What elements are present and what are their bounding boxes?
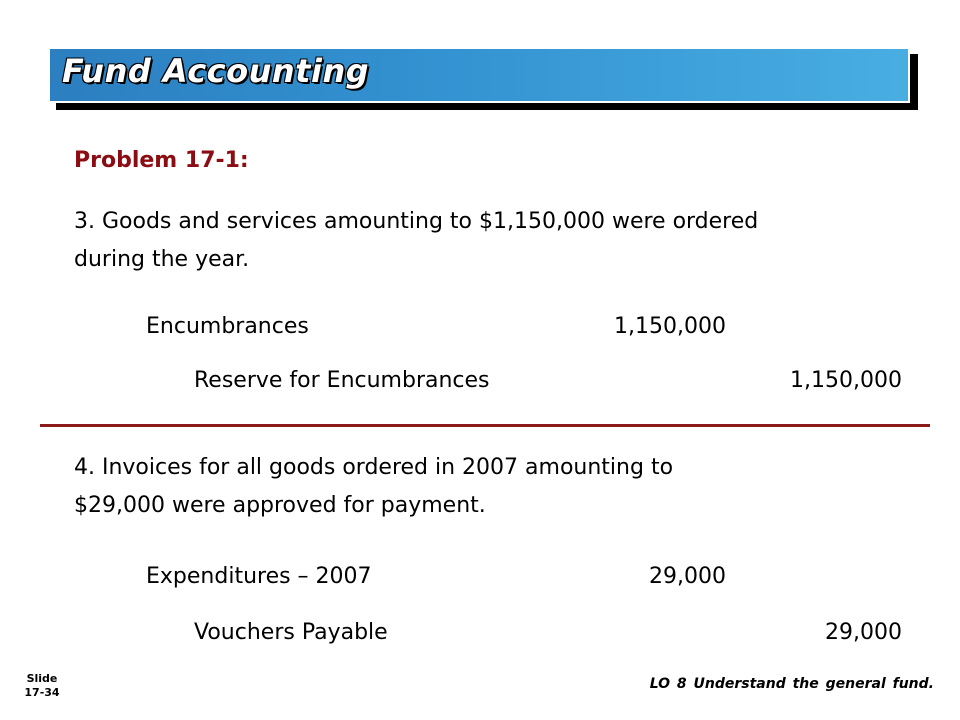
problem-label: Problem 17-1:: [74, 148, 249, 173]
item-3-debit-amount: 1,150,000: [614, 314, 726, 339]
item-4-description: [74, 449, 673, 525]
item-3-line-1: 3. Goods and services amounting to $1,150,000 were ordered: [74, 209, 759, 234]
learning-objective: LO 8 Understand the general fund.: [649, 676, 934, 692]
slide-title: Fund Accounting: [62, 52, 370, 90]
item-4-line-2: $29,000 were approved for payment.: [74, 493, 486, 518]
item-3-credit-account: Reserve for Encumbrances: [194, 368, 490, 393]
item-3-debit-account: Encumbrances: [146, 314, 309, 339]
item-4-debit-account: Expenditures – 2007: [146, 564, 372, 589]
item-3-credit-amount: 1,150,000: [790, 368, 902, 393]
item-4-debit-amount: 29,000: [649, 564, 726, 589]
slide-number: [18, 672, 66, 700]
item-3-description: [74, 203, 758, 279]
slide-label: Slide: [26, 672, 58, 685]
section-divider: [40, 424, 930, 427]
item-4-credit-amount: 29,000: [825, 620, 902, 645]
slide-number-value: 17-34: [24, 686, 60, 699]
item-4-line-1: 4. Invoices for all goods ordered in 2007 amounting to: [74, 455, 674, 480]
item-3-line-2: during the year.: [74, 247, 250, 272]
item-4-credit-account: Vouchers Payable: [194, 620, 388, 645]
